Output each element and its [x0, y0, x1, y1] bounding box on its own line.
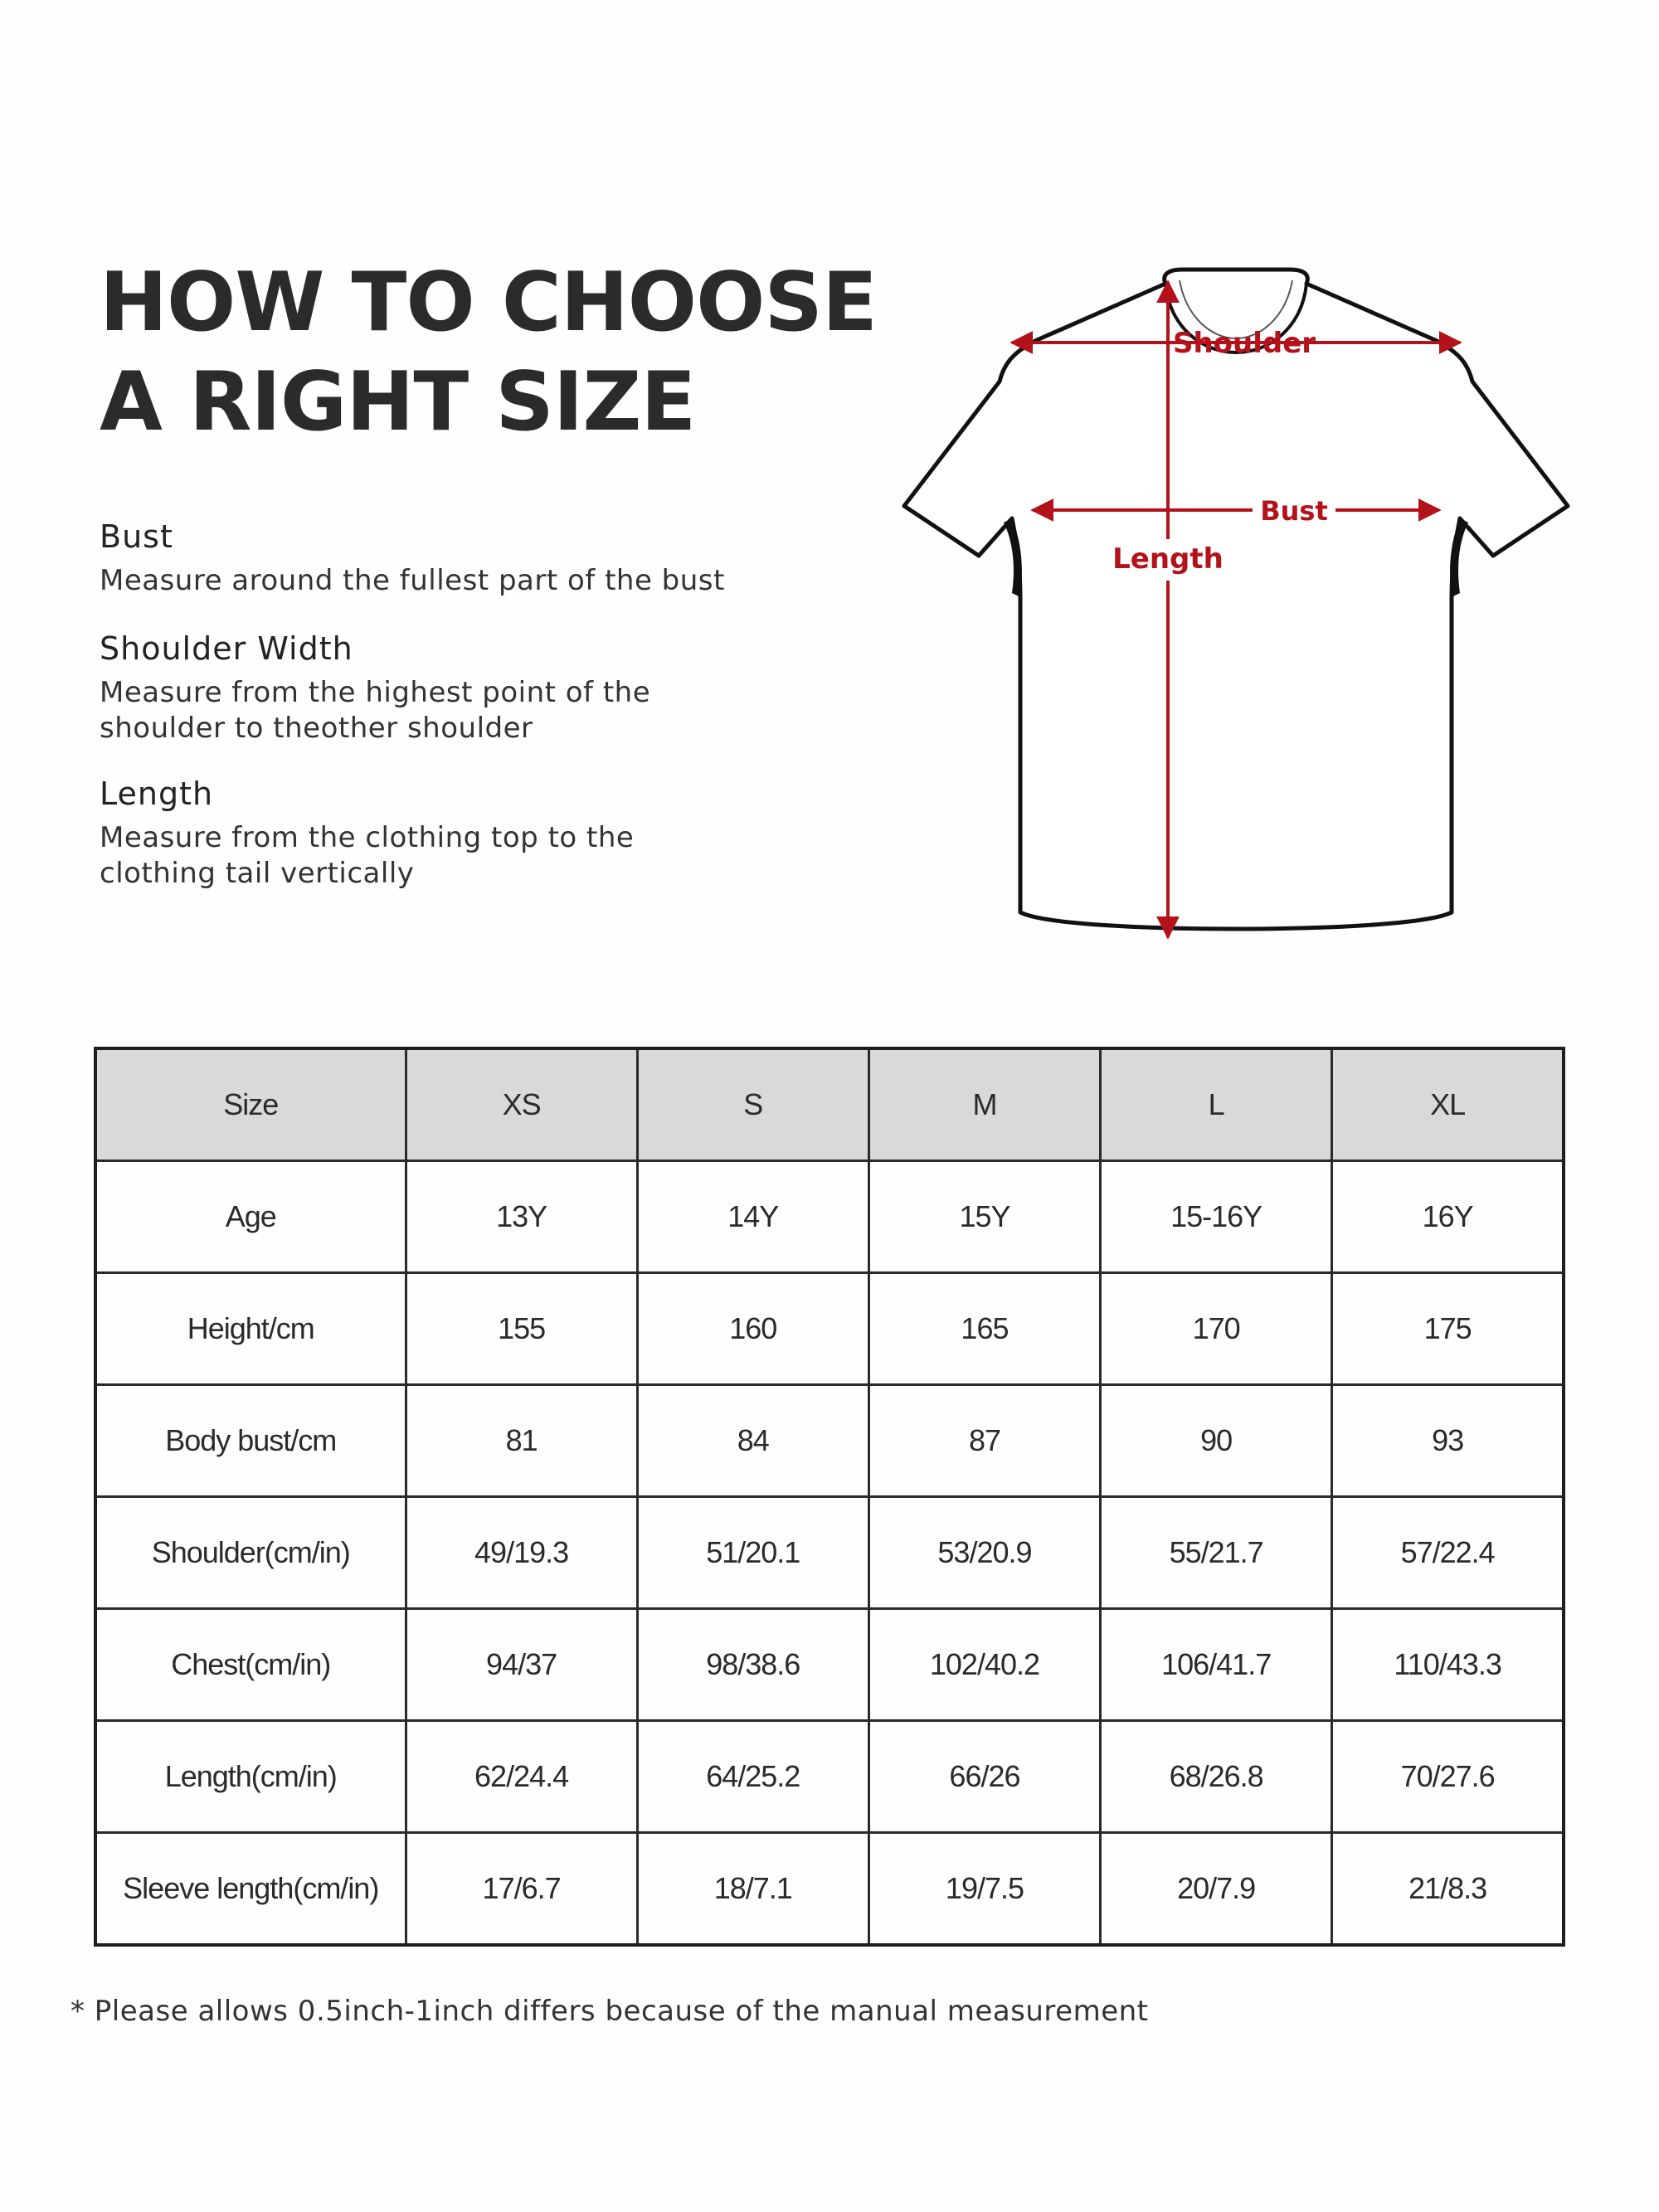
header-cell: M [868, 1048, 1100, 1160]
table-cell: 110/43.3 [1332, 1609, 1564, 1721]
table-row [95, 1384, 1564, 1496]
row-label: Height/cm [95, 1272, 406, 1384]
tshirt-svg [888, 265, 1584, 962]
header-cell: S [637, 1048, 868, 1160]
table-cell: 81 [406, 1384, 637, 1496]
table-cell: 94/37 [406, 1609, 637, 1721]
header-cell: XS [406, 1048, 637, 1160]
table-cell: 16Y [1332, 1160, 1564, 1272]
guide-length [100, 775, 813, 892]
header-cell: XL [1332, 1048, 1564, 1160]
table-cell: 165 [868, 1272, 1100, 1384]
table-cell: 98/38.6 [637, 1609, 868, 1721]
guide-shoulder [100, 630, 813, 746]
table-cell: 18/7.1 [637, 1833, 868, 1945]
row-label: Age [95, 1160, 406, 1272]
length-label: Length [1112, 542, 1224, 576]
table-cell: 66/26 [868, 1721, 1100, 1833]
table-cell: 160 [637, 1272, 868, 1384]
table-cell: 49/19.3 [406, 1496, 637, 1608]
size-chart-table [94, 1047, 1565, 1947]
table-cell: 90 [1101, 1384, 1332, 1496]
table-cell: 87 [868, 1384, 1100, 1496]
table-cell: 13Y [406, 1160, 637, 1272]
guide-text: Measure from the highest point of the shoulder to theother shoulder [100, 676, 651, 745]
guide-bust [100, 518, 813, 599]
table-cell: 70/27.6 [1332, 1721, 1564, 1833]
guide-heading: Length [100, 775, 214, 812]
title-line-1: HOW TO CHOOSE [100, 255, 877, 350]
guide-heading: Shoulder Width [100, 630, 353, 667]
table-cell: 84 [637, 1384, 868, 1496]
bust-label: Bust [1260, 495, 1328, 527]
row-label: Chest(cm/in) [95, 1609, 406, 1721]
table-cell: 155 [406, 1272, 637, 1384]
table-cell: 106/41.7 [1101, 1609, 1332, 1721]
table-cell: 175 [1332, 1272, 1564, 1384]
table-cell: 64/25.2 [637, 1721, 868, 1833]
row-label: Body bust/cm [95, 1384, 406, 1496]
tshirt-diagram [888, 265, 1584, 962]
table-cell: 57/22.4 [1332, 1496, 1564, 1608]
table-row [95, 1721, 1564, 1833]
table-row [95, 1496, 1564, 1608]
table-row [95, 1609, 1564, 1721]
row-label: Length(cm/in) [95, 1721, 406, 1833]
table-cell: 102/40.2 [868, 1609, 1100, 1721]
table-row [95, 1833, 1564, 1945]
table-cell: 19/7.5 [868, 1833, 1100, 1945]
table-cell: 20/7.9 [1101, 1833, 1332, 1945]
table-cell: 53/20.9 [868, 1496, 1100, 1608]
table-cell: 51/20.1 [637, 1496, 868, 1608]
table-row [95, 1272, 1564, 1384]
table-cell: 93 [1332, 1384, 1564, 1496]
header-cell: L [1101, 1048, 1332, 1160]
tshirt-outline [904, 270, 1568, 929]
table-cell: 15-16Y [1101, 1160, 1332, 1272]
table-cell: 15Y [868, 1160, 1100, 1272]
table-row [95, 1160, 1564, 1272]
table-cell: 21/8.3 [1332, 1833, 1564, 1945]
title-line-2: A RIGHT SIZE [100, 355, 696, 450]
guide-heading: Bust [100, 518, 173, 555]
guide-text: Measure around the fullest part of the bust [100, 564, 725, 597]
measurement-note: * Please allows 0.5inch-1inch differs because of the manual measurement [71, 1995, 1149, 2028]
table-cell: 17/6.7 [406, 1833, 637, 1945]
header-cell: Size [95, 1048, 406, 1160]
table-header-row [95, 1048, 1564, 1160]
table-cell: 68/26.8 [1101, 1721, 1332, 1833]
table-cell: 170 [1101, 1272, 1332, 1384]
table-cell: 62/24.4 [406, 1721, 637, 1833]
table-cell: 55/21.7 [1101, 1496, 1332, 1608]
guide-text: Measure from the clothing top to the clothing tail vertically [100, 821, 635, 890]
row-label: Shoulder(cm/in) [95, 1496, 406, 1608]
shoulder-label: Shoulder [1172, 327, 1316, 360]
table-cell: 14Y [637, 1160, 868, 1272]
page-title [100, 253, 877, 452]
row-label: Sleeve length(cm/in) [95, 1833, 406, 1945]
